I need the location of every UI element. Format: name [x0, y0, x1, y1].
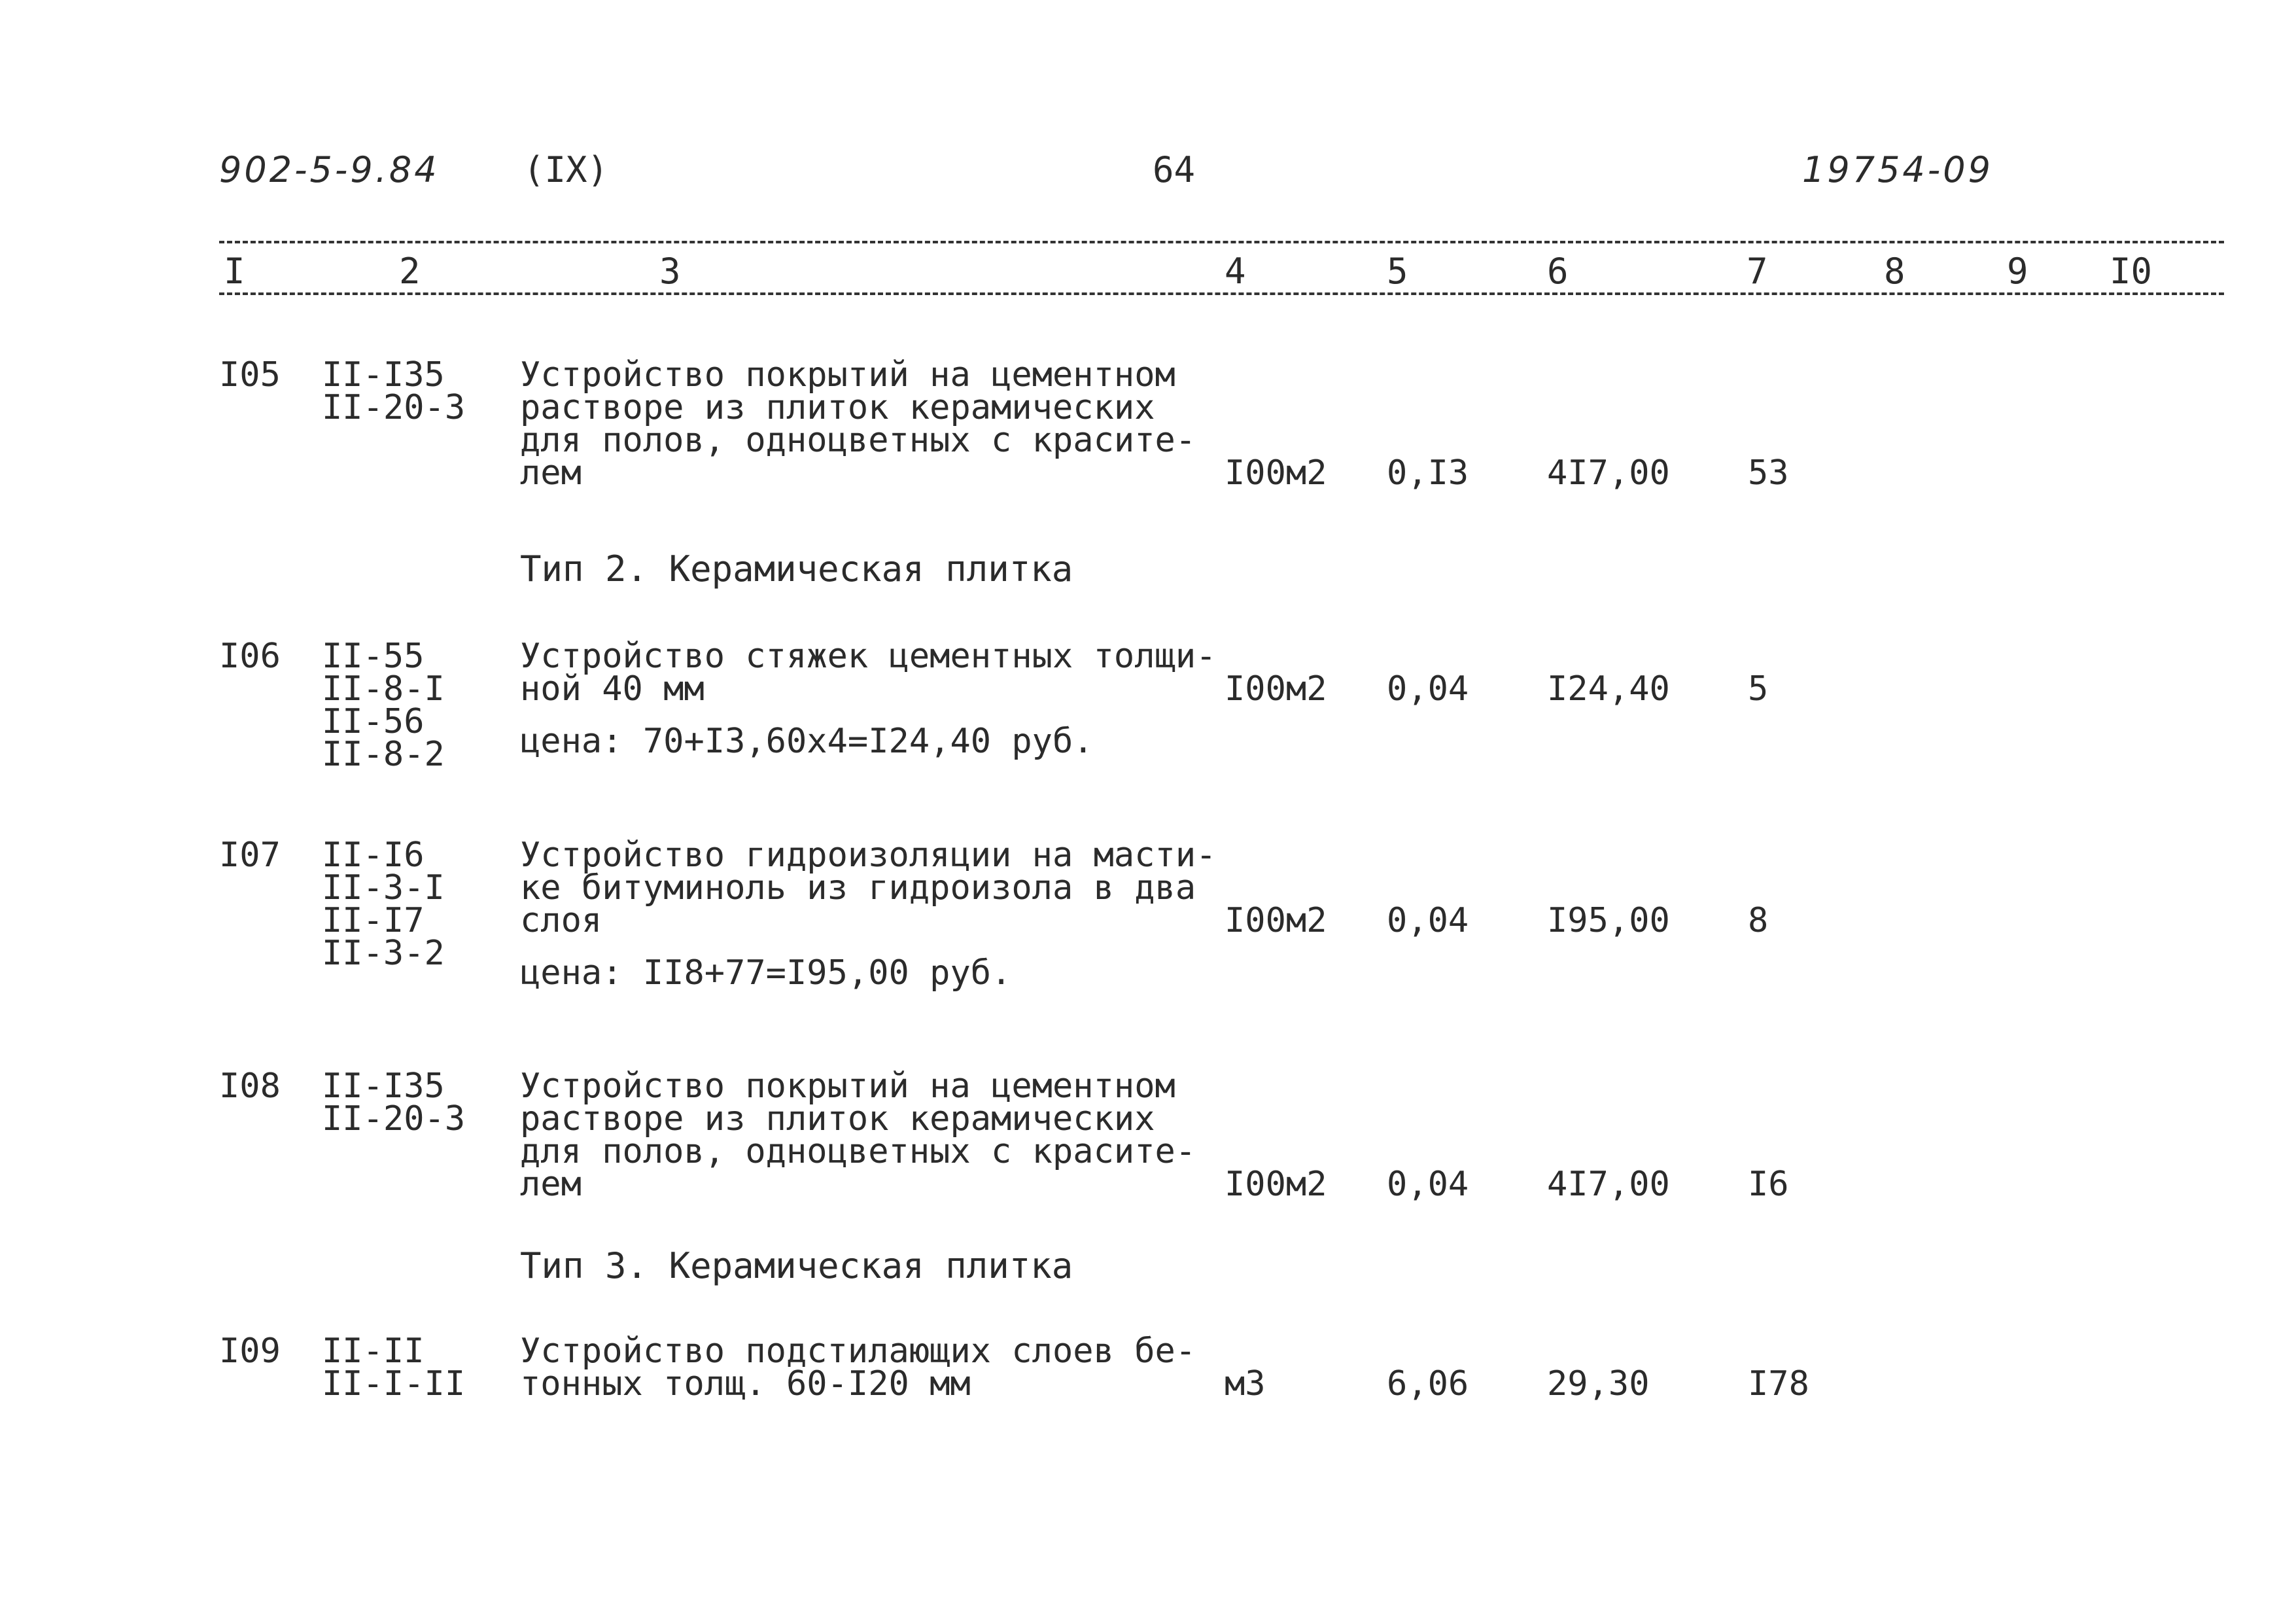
section-title: Тип 2. Керамическая плитка [520, 548, 1073, 590]
row-codes [322, 1332, 466, 1403]
section-title: Тип 3. Керамическая плитка [520, 1245, 1073, 1286]
row-quantity: 0,04 [1387, 669, 1469, 709]
row-unit: I00м2 [1225, 1165, 1327, 1204]
description-line: Устройство покрытий на цементном [520, 1067, 1175, 1106]
row-code: II-3-2 [322, 934, 445, 973]
description-line: лем [520, 1165, 582, 1204]
row-description [520, 1067, 1196, 1204]
price-note: цена: II8+77=I95,00 руб. [520, 953, 1012, 993]
row-code: II-I7 [322, 901, 425, 940]
price-note: цена: 70+I3,60x4=I24,40 руб. [520, 722, 1094, 761]
row-number: I09 [219, 1332, 281, 1371]
description-line: ке битуминоль из гидроизола в два [520, 868, 1196, 908]
row-total: 8 [1748, 901, 1769, 940]
description-line: ной 40 мм [520, 669, 704, 709]
row-description [520, 1332, 1196, 1403]
column-number: 5 [1387, 251, 1408, 292]
column-number: 4 [1225, 251, 1246, 292]
description-line: растворе из плиток керамических [520, 388, 1155, 427]
row-codes [322, 1067, 466, 1139]
row-unit-price: 4I7,00 [1547, 453, 1670, 493]
row-codes [322, 355, 466, 427]
row-number: I05 [219, 355, 281, 395]
row-code: II-20-3 [322, 388, 466, 427]
row-total: I78 [1748, 1364, 1809, 1403]
description-line: слоя [520, 901, 602, 940]
column-number: I [224, 251, 245, 292]
description-line: Устройство покрытий на цементном [520, 355, 1175, 395]
description-line: Устройство гидроизоляции на масти- [520, 836, 1217, 875]
column-number: 3 [659, 251, 681, 292]
row-unit: I00м2 [1225, 901, 1327, 940]
row-unit-price: I95,00 [1547, 901, 1670, 940]
row-code: II-8-2 [322, 735, 445, 774]
row-unit-price: 29,30 [1547, 1364, 1650, 1403]
row-number: I06 [219, 637, 281, 676]
row-codes [322, 836, 445, 973]
row-unit: I00м2 [1225, 669, 1327, 709]
row-codes [322, 637, 445, 774]
document-code: 902-5-9.84 [219, 149, 440, 190]
row-description [520, 836, 1217, 993]
row-description [520, 355, 1196, 493]
description-line: лем [520, 453, 582, 493]
column-number: 9 [2007, 251, 2028, 292]
row-unit-price: I24,40 [1547, 669, 1670, 709]
row-total: 53 [1748, 453, 1789, 493]
row-code: II-55 [322, 637, 425, 676]
column-number: 2 [399, 251, 421, 292]
row-code: II-20-3 [322, 1099, 466, 1139]
page-number: 64 [1153, 149, 1196, 190]
row-code: II-I35 [322, 355, 445, 395]
header-rule-bottom [219, 292, 2224, 295]
section-label: (IX) [523, 149, 609, 190]
row-code: II-56 [322, 702, 425, 741]
row-total: 5 [1748, 669, 1769, 709]
row-quantity: 0,04 [1387, 901, 1469, 940]
description-line: Устройство стяжек цементных толщи- [520, 637, 1217, 676]
row-code: II-8-I [322, 669, 445, 709]
row-code: II-I35 [322, 1067, 445, 1106]
row-unit-price: 4I7,00 [1547, 1165, 1670, 1204]
description-line: тонных толщ. 60-I20 мм [520, 1364, 971, 1403]
column-number: 6 [1547, 251, 1569, 292]
description-line: для полов, одноцветных с красите- [520, 421, 1196, 460]
row-quantity: 0,04 [1387, 1165, 1469, 1204]
row-unit: I00м2 [1225, 453, 1327, 493]
row-total: I6 [1748, 1165, 1789, 1204]
description-line: растворе из плиток керамических [520, 1099, 1155, 1139]
description-line: Устройство подстилающих слоев бе- [520, 1332, 1196, 1371]
description-line: для полов, одноцветных с красите- [520, 1132, 1196, 1171]
row-quantity: 6,06 [1387, 1364, 1469, 1403]
header-rule-top [219, 241, 2224, 243]
column-number: 8 [1884, 251, 1905, 292]
row-quantity: 0,I3 [1387, 453, 1469, 493]
row-unit: м3 [1225, 1364, 1266, 1403]
row-code: II-I-II [322, 1364, 466, 1403]
row-description [520, 637, 1217, 761]
row-number: I08 [219, 1067, 281, 1106]
column-number: 7 [1747, 251, 1768, 292]
row-code: II-3-I [322, 868, 445, 908]
row-code: II-I6 [322, 836, 425, 875]
document-number: 19754-09 [1802, 149, 1993, 190]
row-number: I07 [219, 836, 281, 875]
row-code: II-II [322, 1332, 425, 1371]
column-number: I0 [2110, 251, 2153, 292]
